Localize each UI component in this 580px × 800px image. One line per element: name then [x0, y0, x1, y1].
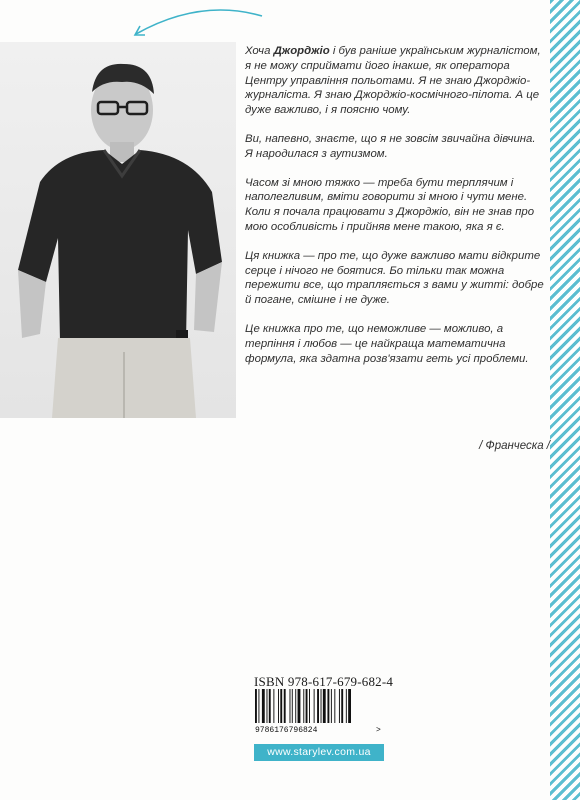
paragraph-intro: Хоча Джорджіо і був раніше українським журналістом, я не можу сприймати його інакше, як оператора Центру управління польотами. Я не знаю Джорджіо-журналіста. Я знаю Джорджіо-космічного-пілота. А це дуже важливо, і я поясню чому. — [245, 45, 541, 117]
paragraph-patience: Часом зі мною тяжко — треба бути терплячим і наполегливим, вміти говорити зі мною і чути мене. Коли я почала працювати з Джорджіо, він не знав про мою особливість і прийняв мене такою, яка я є. — [245, 176, 535, 233]
barcode-number: 9786176796824 — [255, 726, 318, 733]
author-photo — [0, 42, 236, 418]
annotation-text — [245, 44, 545, 380]
isbn-label: ISBN 978-617-679-682-4 — [254, 674, 394, 689]
paragraph-formula: Це книжка про те, що неможливе — можливо, а терпіння і любов — це найкраща математична формула, яка здатна розв'язати геть усі проблеми. — [245, 322, 529, 365]
paragraph-open-heart: Ця книжка — про те, що дуже важливо мати відкрите серце і нічого не боятися. Бо тільки так можна пережити все, що трапляється з вами у житті: добре й погане, смішне і не дуже. — [245, 249, 544, 307]
website-link[interactable]: www.starylev.com.ua — [254, 744, 384, 761]
paragraph-autism: Ви, напевно, знаєте, що я не зовсім звичайна дівчина. Я народилася з аутизмом. — [245, 132, 536, 160]
curved-arrow-icon — [130, 4, 270, 40]
author-signature: / Франческа / — [479, 440, 550, 452]
svg-text:>: > — [376, 726, 381, 733]
barcode — [254, 689, 384, 733]
decorative-hatched-stripe — [550, 0, 580, 800]
highlighted-name: Джорджіо — [273, 45, 330, 57]
